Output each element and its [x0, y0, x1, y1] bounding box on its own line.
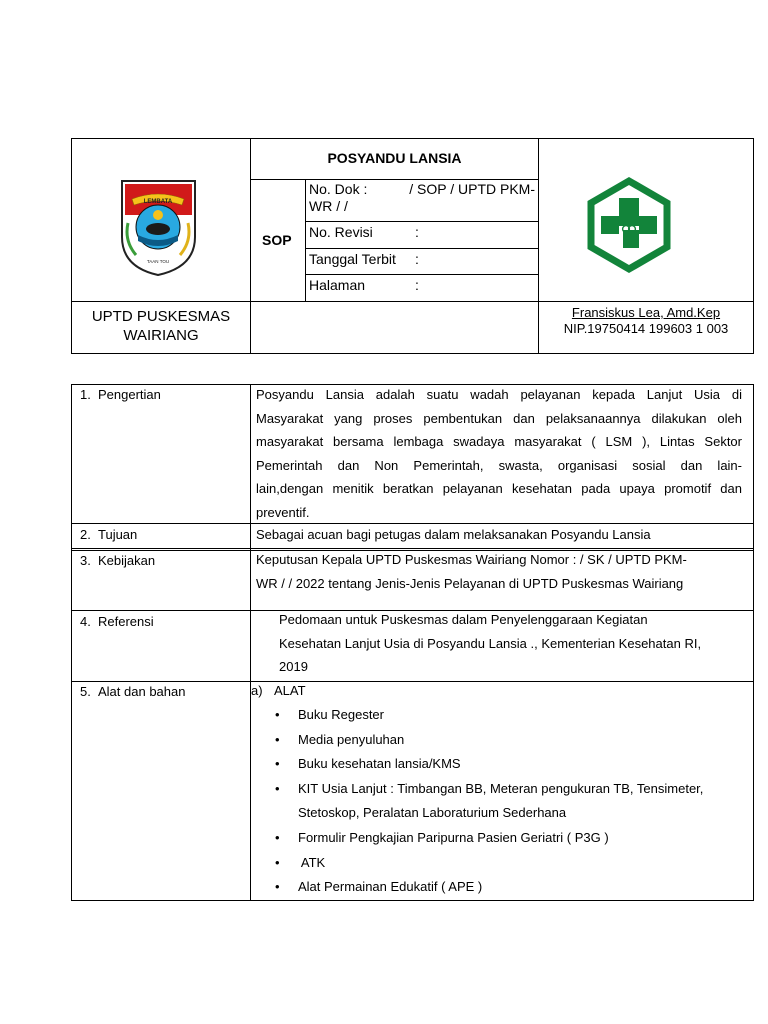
text-line: Keputusan Kepala UPTD Puskesmas Wairiang Nomor : / SK / UPTD PKM-: [256, 552, 687, 567]
text-line: Posyandu Lansia adalah suatu wadah pelayanan kepada Lanjut Usia di: [256, 387, 742, 402]
signer-name: Fransiskus Lea, Amd.Kep: [571, 305, 721, 320]
list-item: • Media penyuluhan: [298, 728, 753, 753]
sop-label: SOP: [262, 232, 292, 248]
revision-value: :: [415, 224, 419, 240]
section-label-pengertian: [80, 387, 161, 402]
text-line: Pedomaan untuk Puskesmas dalam Penyelenggaraan Kegiatan: [279, 612, 648, 627]
section-number: 5.: [80, 684, 91, 699]
section-label: Kebijakan: [98, 553, 156, 568]
bullet-icon: •: [275, 854, 280, 870]
published-row: [309, 251, 419, 267]
section-label-tujuan: [80, 527, 137, 542]
section-text-pengertian: [256, 383, 742, 524]
section-label: Alat dan bahan: [98, 684, 186, 699]
doc-number-value-2: WR / /: [309, 198, 348, 214]
page-value: :: [415, 277, 419, 293]
list-item: • KIT Usia Lanjut : Timbangan BB, Meteran pengukuran TB, Tensimeter,: [298, 777, 753, 802]
bullet-icon: •: [275, 829, 280, 845]
section-number: 4.: [80, 614, 91, 629]
subsection-label: ALAT: [274, 683, 306, 698]
regency-logo: [116, 175, 201, 279]
list-item: • Buku Regester: [298, 703, 753, 728]
page-row: [309, 277, 419, 293]
page-label: Halaman: [309, 277, 366, 293]
revision-label: No. Revisi: [309, 224, 373, 240]
text-line: Kesehatan Lanjut Usia di Posyandu Lansia ., Kementerian Kesehatan RI,: [279, 635, 702, 651]
revision-row: [309, 224, 419, 240]
text-line: masyarakat bersama lembaga swadaya masyarakat ( LSM ), Lintas Sektor: [256, 434, 742, 449]
doc-number-row: [309, 181, 535, 215]
section-text-tujuan: [256, 523, 742, 547]
list-item: • ATK: [298, 851, 753, 876]
text-line: preventif.: [256, 504, 310, 520]
section-label: Referensi: [98, 614, 154, 629]
organization-line-2: WAIRIANG: [123, 327, 199, 344]
text-line: Masyarakat yang proses pembentukan dan pelaksanaannya dilakukan oleh: [256, 410, 742, 426]
bullet-icon: •: [275, 707, 280, 722]
text-line: lain,dengan menitik beratkan pelayanan kesehatan pada upaya promotif dan: [256, 481, 742, 496]
bullet-icon: •: [275, 731, 280, 747]
section-number: 2.: [80, 527, 91, 542]
organization-line-1: UPTD PUSKESMAS: [91, 308, 231, 325]
bullet-icon: •: [275, 756, 280, 772]
list-item: • Alat Permainan Edukatif ( APE ): [298, 875, 753, 900]
section-label-referensi: [80, 614, 154, 629]
published-label: Tanggal Terbit: [309, 251, 396, 267]
section-number: 1.: [80, 387, 91, 402]
organization-name: [72, 307, 250, 345]
text-line: Pemerintah dan Non Pemerintah, swasta, organisasi sosial dan lain-: [256, 457, 742, 473]
section-label-alat: [80, 684, 185, 699]
list-item: • Formulir Pengkajian Paripurna Pasien Geriatri ( P3G ): [298, 826, 753, 851]
bullet-icon: •: [275, 879, 280, 895]
section-label-kebijakan: [80, 553, 155, 568]
text-line: Sebagai acuan bagi petugas dalam melaksanakan Posyandu Lansia: [256, 527, 651, 542]
doc-number-value-1: / SOP / UPTD PKM-: [409, 181, 535, 197]
bullet-icon: •: [275, 780, 280, 796]
text-line: WR / / 2022 tentang Jenis-Jenis Pelayanan di UPTD Puskesmas Wairiang: [256, 575, 684, 591]
signer-nip: NIP.19750414 199603 1 003: [563, 321, 729, 336]
section-text-kebijakan: [256, 548, 742, 595]
list-item: • Buku kesehatan lansia/KMS: [298, 752, 753, 777]
logo-banner-text: LEMBATA: [143, 199, 173, 205]
published-value: :: [415, 251, 419, 267]
doc-number-label: No. Dok :: [309, 181, 368, 197]
list-item-continuation: Stetoskop, Peralatan Laboraturium Sederhana: [298, 805, 567, 821]
subsection-title: [251, 679, 306, 703]
logo-motto-text: TAAN TOU: [146, 259, 170, 264]
puskesmas-logo: [583, 176, 675, 274]
section-label: Pengertian: [98, 387, 161, 402]
section-number: 3.: [80, 553, 91, 568]
tools-list: [275, 703, 753, 900]
text-line: 2019: [279, 659, 308, 674]
section-text-referensi: [279, 608, 741, 679]
signer-block: [539, 305, 753, 337]
document-title: POSYANDU LANSIA: [327, 150, 462, 166]
section-label: Tujuan: [98, 527, 138, 542]
subsection-marker: a): [251, 683, 263, 698]
